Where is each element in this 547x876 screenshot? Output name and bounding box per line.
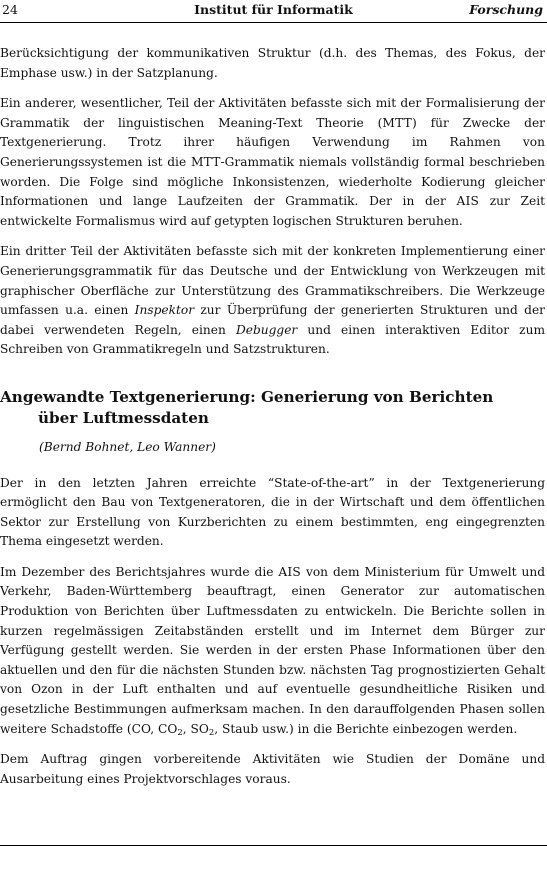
section-authors: (Bernd Bohnet, Leo Wanner)	[39, 439, 216, 454]
text-run: Im Dezember des Berichtsjahres wurde die	[0, 564, 279, 579]
term-debugger: Debugger	[235, 322, 298, 337]
acronym-mtt: MTT	[382, 115, 412, 130]
paragraph-4: Der in den letzten Jahren erreichte “State-of-the-art” in der Textgenerierung ermöglicht den Bau von Textgeneratoren, die in der Wirtschaft und dem öffentlichen Sektor zur Erstellung von Kurzberichten zu einem bestimmten, eng eingegrenzten Thema eingesetzt werden.	[0, 475, 545, 549]
text-run: , Staub usw.) in die Berichte einbezogen werden.	[214, 721, 518, 736]
acronym-mtt: MTT	[190, 154, 221, 169]
text-run: und einen interaktiven Editor zum Schreiben von Grammatikregeln und Satzstrukturen.	[0, 322, 546, 357]
page-header	[0, 0, 547, 23]
section-heading-line-1: Angewandte Textgenerierung: Generierung von Berichten	[0, 387, 494, 406]
subscript: 2	[208, 727, 215, 738]
text-run: zur Überprüfung der generierten Strukturen und der dabei verwendeten Regeln, einen	[0, 303, 546, 337]
section-heading	[0, 387, 545, 430]
subscript: 2	[177, 727, 183, 738]
acronym-ais: AIS	[278, 564, 301, 579]
term-inspektor: Inspektor	[134, 303, 195, 318]
acronym-ais: AIS	[456, 194, 480, 209]
footer-rule	[0, 845, 547, 846]
paragraph-1: Berücksichtigung der kommunikativen Struktur (d.h. des Themas, des Fokus, der Emphase usw.) in der Satzplanung.	[0, 46, 545, 80]
page-number: 24	[2, 2, 18, 17]
paragraph-3	[0, 242, 545, 360]
text-run: ) für Zwecke der Textgenerierung. Trotz ihrer häufigen Verwendung im Rahmen von Generierungssystemen ist die	[0, 115, 545, 169]
text-run: von dem Ministerium für Umwelt und Verkehr, Baden-Württemberg beauftragt, einen Generator zur automatischen Produktion von Berichten über Luftmessdaten zu entwickeln. Die Berichte sollen in kurzen regelmässigen Zeitabständen erstellt und im Internet dem Bürger zur Verfügung gestellt werden. Sie werden in der ersten Phase Informationen über den aktuellen und den für die nächsten Stunden bzw. nächsten Tag prognostizierten Gehalt von Ozon in der Luft enthalten und auf eventuelle gesundheitliche Risiken und gesetzliche Bestimmungen aufmerksam machen. In den darauffolgenden Phasen sollen weitere Schadstoffe (CO, CO	[0, 564, 545, 736]
running-title: Institut für Informatik	[194, 2, 353, 17]
section-heading-line-2: über Luftmessdaten	[38, 409, 209, 428]
text-run: , SO	[182, 721, 209, 736]
paragraph-6: Dem Auftrag gingen vorbereitende Aktivitäten wie Studien der Domäne und Ausarbeitung eines Projektvorschlages voraus.	[0, 752, 545, 786]
text-run: Ein dritter Teil der Aktivitäten befasste sich mit der konkreten Implementierung einer Generierungsgrammatik für das Deutsche und der Entwicklung von Werkzeugen mit graphischer Oberfläche zur Unterstützung des Grammatikschreibers. Die Werkzeuge umfassen u.a. einen	[0, 244, 545, 318]
text-run: Ein anderer, wesentlicher, Teil der Aktivitäten befasste sich mit der Formalisierung der Grammatik der linguistischen Meaning-Text Theorie (	[0, 96, 545, 130]
text-run: -Grammatik niemals vollständig formal beschrieben worden. Die Folge sind mögliche Inkonsistenzen, wiederholte Kodierung gleicher Informationen und lange Laufzeiten der Grammatik. Der in der	[0, 154, 546, 209]
paragraph-5	[0, 563, 545, 739]
paragraph-2	[0, 94, 545, 231]
text-run: zur Zeit entwickelte Formalismus wird auf getypten logischen Strukturen beruhen.	[0, 194, 545, 228]
page-body	[0, 44, 545, 800]
section-label: Forschung	[469, 2, 543, 17]
